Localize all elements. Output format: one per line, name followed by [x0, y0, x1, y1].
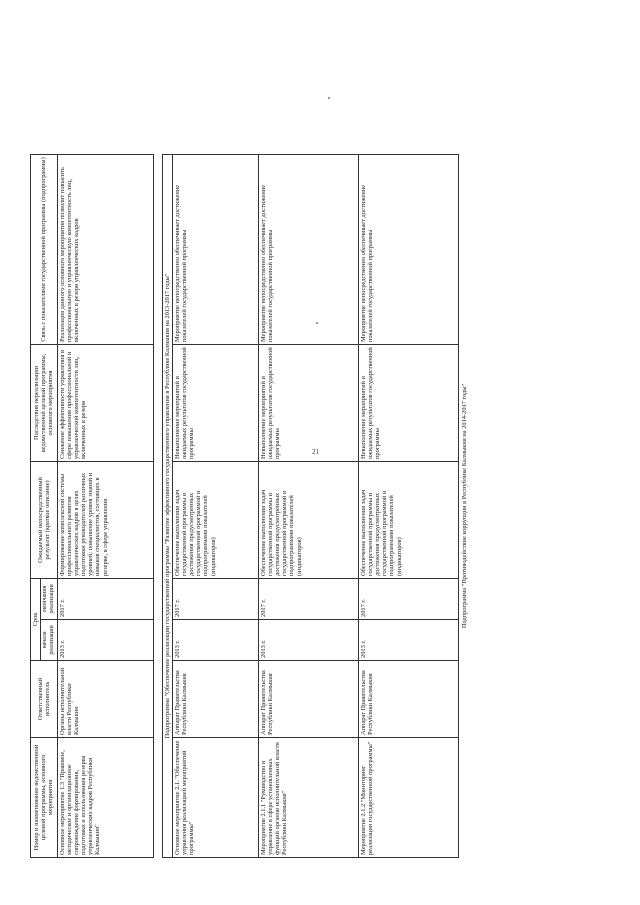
table-row — [258, 154, 358, 857]
subprogram-2-title: Подпрограмма "Противодействие коррупции в Республике Калмыкия на 2014-2017 годы" — [460, 383, 468, 629]
header-link: Связь с показателями государственной программы (подпрограммы) — [31, 154, 58, 344]
header-end: окончания реализации — [41, 578, 57, 619]
row1-result: Формирование комплексной системы профессионального развития управленческих кадров в целях подготовки руководителей различных уровней; повышение уровня знаний и навыков специалистов, состоящих в резерве, в сфере управления — [57, 461, 153, 578]
header-consequences: Последствия нереализации ведомственной целевой программы, основного мероприятия — [31, 344, 58, 461]
row1-end: 2017 г. — [57, 578, 153, 619]
row4-name: Мероприятие 2.1.2 "Мониторинг реализации государственной программы" — [358, 738, 458, 858]
page-number: 21 — [312, 448, 319, 456]
header-result: Ожидаемый непосредственный результат (краткое описание) — [31, 461, 58, 578]
pen-mark — [328, 97, 330, 99]
row2-end: 2017 г. — [172, 578, 258, 619]
row4-end: 2017 г. — [358, 578, 458, 619]
row4-executor: Аппарат Правительства Республики Калмыкия — [358, 661, 458, 738]
row1-name: Основное мероприятие 1.3 "Правовое, методическое и организационное сопровождение формирования, подготовки и использования резерва управленческих кадров Республики Калмыкия" — [57, 738, 153, 858]
row3-result: Обеспечение выполнения задач государственной программы и достижения предусмотренных государственной программой и подпрограммами показателей (индикаторов) — [258, 461, 358, 578]
header-term: Срок — [31, 578, 41, 660]
header-start: начала реализации — [41, 620, 57, 661]
table-row — [172, 154, 258, 857]
row3-executor: Аппарат Правительства Республики Калмыкия — [258, 661, 358, 738]
gap-row — [153, 154, 162, 857]
row1-link: Реализация данного основного мероприятия позволит повысить профессиональную и управленческую компетентность лиц, включенных в резерв управленческих кадров — [57, 154, 153, 344]
row3-link: Мероприятие непосредственно обеспечивает достижение показателей государственной программы — [258, 154, 358, 344]
row2-consequences: Невыполнение мероприятий и ожидаемых результатов государственной программы — [172, 344, 258, 461]
row4-link: Мероприятие непосредственно обеспечивает достижение показателей государственной программы — [358, 154, 458, 344]
header-executor: Ответственный исполнитель — [31, 661, 58, 738]
row2-name: Основное мероприятие 2.1. "Обеспечение управления реализацией мероприятий программы" — [172, 738, 258, 858]
row4-result: Обеспечение выполнения задач государственной программы и достижения предусмотренных государственной программой и подпрограммами показателей (индикаторов) — [358, 461, 458, 578]
header-row — [31, 154, 41, 857]
header-name: Номер и наименование ведомственной целевой программы, основного мероприятия — [31, 738, 58, 858]
rotated-page — [30, 155, 550, 858]
row3-start: 2013 г. — [258, 620, 358, 661]
row2-link: Мероприятие непосредственно обеспечивает достижение показателей государственной программы — [172, 154, 258, 344]
subprogram-row — [458, 154, 470, 857]
row2-executor: Аппарат Правительства Республики Калмыкия — [172, 661, 258, 738]
table-row — [358, 154, 458, 857]
row3-consequences: Невыполнение мероприятий и ожидаемых результатов государственной программы — [258, 344, 358, 461]
row1-consequences: Снижение эффективности управления в сфере повышения профессиональной и управленческой компетентности лиц, включенных в резерв — [57, 344, 153, 461]
table-row — [57, 154, 153, 857]
row3-end: 2017 г. — [258, 578, 358, 619]
row4-start: 2013 г. — [358, 620, 458, 661]
row1-executor: Органы исполнительной власти Республики Калмыкия — [57, 661, 153, 738]
row2-result: Обеспечение выполнения задач государственной программы и достижения предусмотренных государственной программой и подпрограммами показателей (индикаторов) — [172, 461, 258, 578]
measures-table — [30, 154, 470, 858]
row3-name: Мероприятие 2.1.1 "Руководство и управление в сфере установленных функций органов исполнительной власти Республики Калмыкия" — [258, 738, 358, 858]
row2-start: 2013 г. — [172, 620, 258, 661]
row1-start: 2013 г. — [57, 620, 153, 661]
subprogram-1-title: Подпрограмма "Обеспечение реализации государственной программы "Развитие эффективного государственного управления в Республике Калмыкия на 2013-2017 годы" — [162, 154, 172, 857]
subprogram-row — [162, 154, 172, 857]
row4-consequences: Невыполнение мероприятий и ожидаемых результатов государственной программы — [358, 344, 458, 461]
